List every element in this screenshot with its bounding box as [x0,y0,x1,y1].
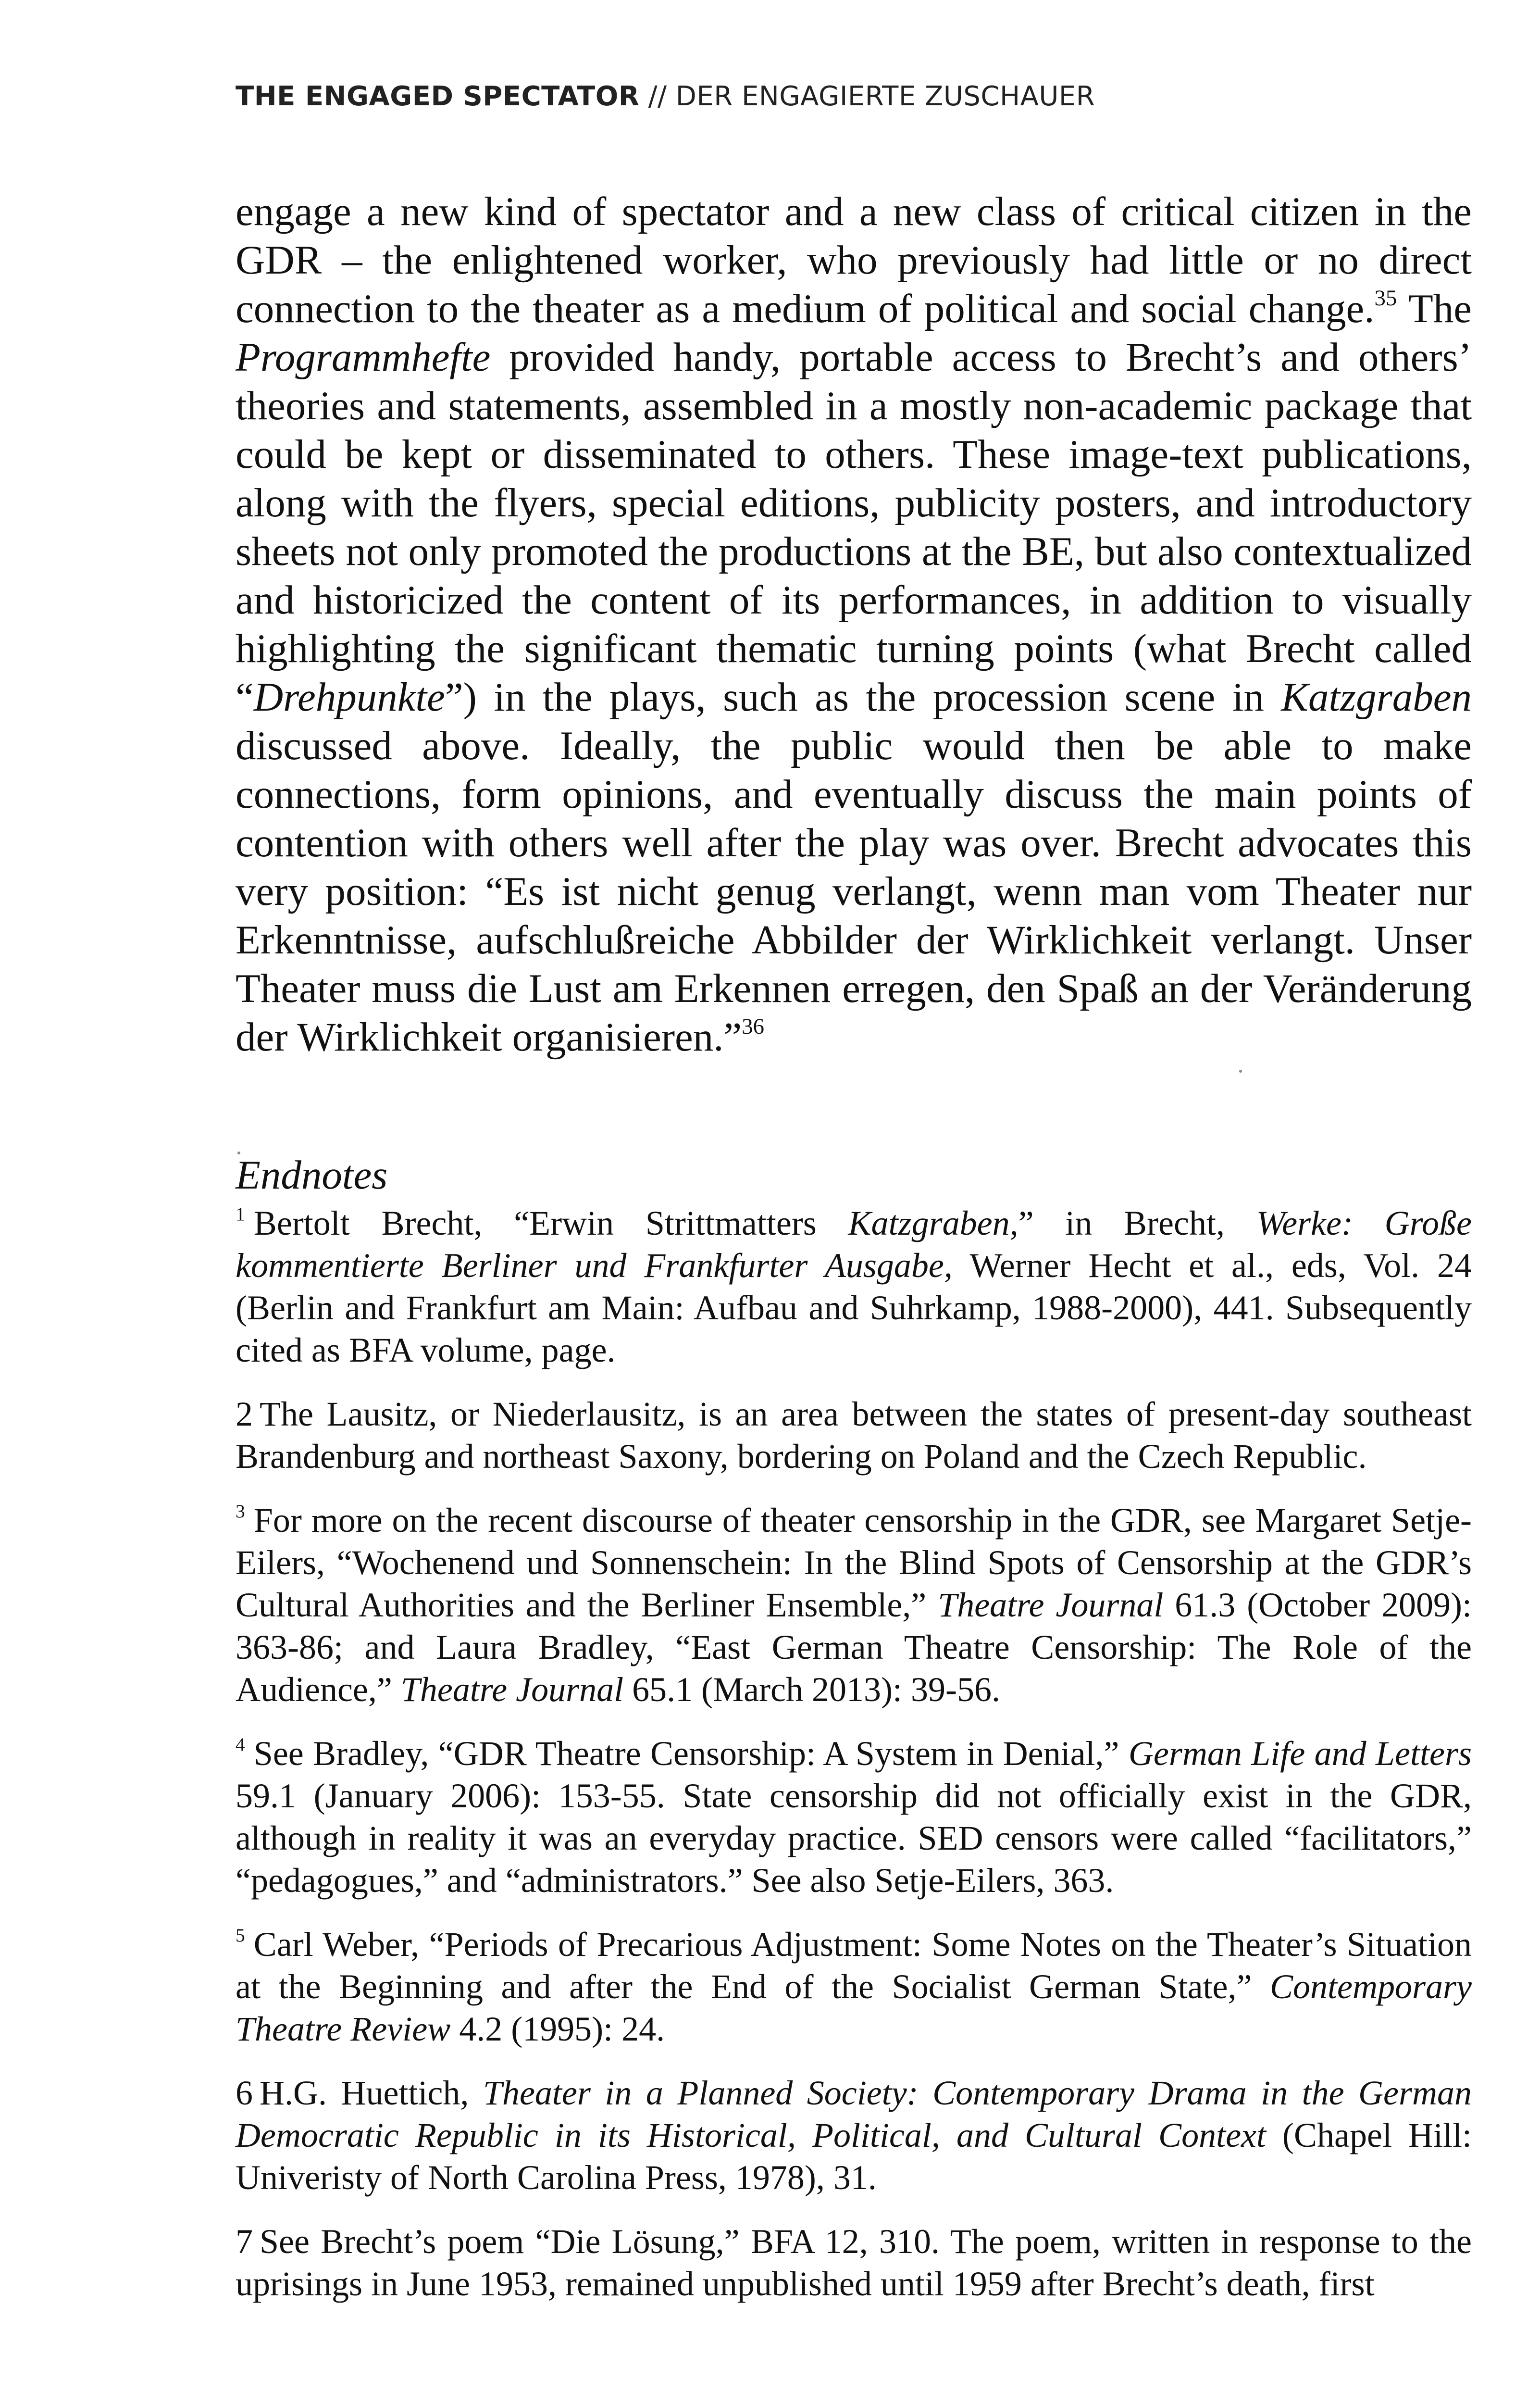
endnote-italic: Theater in a Planned Society: Contemporary Drama in the German Democratic Republic in its Historical, Political, and Cultural Context [236,2074,1472,2154]
running-head-english: THE ENGAGED SPECTATOR [236,81,640,112]
endnote-number: 6 [236,2074,253,2112]
italic-term: Drehpunkte [253,675,445,720]
endnote-text: The Lausitz, or Niederlausitz, is an area between the states of present-day southeast Brandenburg and northeast Saxony, bordering on Poland and the Czech Republic. [236,1395,1472,1476]
endnote-text: ” in Brecht, [1018,1204,1256,1242]
endnote-3 [236,1499,1472,1711]
endnote-italic: Theatre Journal [400,1670,624,1709]
endnote-2 [236,1393,1472,1477]
body-sentence: provided handy, portable access to Brecht’s and others’ theories and statements, assembled in a mostly non-academic package that could be kept or disseminated to others. These image-text publications, along with the flyers, special editions, publicity posters, and introductory sheets not only promoted the productions at the BE, but also contextualized and historicized the content of its performances, in addition to visually highlighting the significant thematic turning points (what Brecht called “ [236,335,1472,720]
endnote-text: 65.1 (March 2013): 39-56. [623,1670,1000,1709]
endnote-text: 61.3 (October 2009): 363-86; and Laura Bradley, “East German Theatre Censorship: The Role of the Audience,” [236,1586,1472,1709]
italic-term: Programmhefte [236,335,491,380]
body-paragraph [236,188,1472,1062]
endnote-text: (Chapel Hill: Univeristy of North Carolina Press, 1978), 31. [236,2116,1472,2197]
running-head-separator: // [639,81,676,112]
endnote-text: See Bradley, “GDR Theatre Censorship: A System in Denial,” [253,1734,1129,1773]
body-sentence: engage a new kind of spectator and a new class of critical citizen in the GDR – the enlightened worker, who previously had little or no direct connection to the theater as a medium of political and social change. [236,189,1472,331]
endnote-number: 2 [236,1395,253,1433]
italic-term: Katzgraben [1281,675,1472,720]
endnote-number: 1 [236,1203,245,1225]
running-head-german: DER ENGAGIERTE ZUSCHAUER [675,81,1095,112]
endnote-text: Bertolt Brecht, “Erwin Strittmatters [253,1204,848,1242]
endnote-number: 3 [236,1501,245,1522]
endnote-italic: Katzgraben, [848,1204,1018,1242]
endnote-text: 4.2 (1995): 24. [450,2010,665,2048]
endnote-italic: German Life and Letters [1128,1734,1472,1773]
body-sentence: The [1397,286,1472,331]
stray-mark [1239,1070,1242,1073]
endnote-text: For more on the recent discourse of theater censorship in the GDR, see Margaret Setje-Eilers, “Wochenend und Sonnenschein: In the Blind Spots of Censorship at the GDR’s Cultural Authorities and the Berliner Ensemble,” [236,1501,1472,1624]
body-text [236,188,1472,1062]
endnote-italic: Theatre Journal [938,1586,1164,1624]
endnote-text: Werner Hecht et al., eds, Vol. 24 (Berlin and Frankfurt am Main: Aufbau and Suhrkamp, 1988-2000), 441. Subsequently cited as BFA volume, page. [236,1246,1472,1369]
endnote-text: 59.1 (January 2006): 153-55. State censorship did not officially exist in the GDR, although in reality it was an everyday practice. SED censors were called “facilitators,” “pedagogues,” and “administrators.” See also Setje-Eilers, 363. [236,1777,1472,1900]
endnote-4 [236,1732,1472,1902]
endnote-text: See Brecht’s poem “Die Lösung,” BFA 12, 310. The poem, written in response to the uprisings in June 1953, remained unpublished until 1959 after Brecht’s death, first [236,2222,1472,2303]
endnote-italic: Contemporary Theatre Review [236,1967,1472,2048]
endnotes-list [236,1202,1472,2327]
endnote-italic: Werke: Große kommentierte Berliner und Frankfurter Ausgabe, [236,1204,1472,1285]
running-head [236,81,1095,112]
body-sentence: discussed above. Ideally, the public would then be able to make connections, form opinions, and eventually discuss the main points of contention with others well after the play was over. Brecht advocates this very position: “Es ist nicht genug verlangt, wenn man vom Theater nur Erkenntnisse, aufschlußreiche Abbilder der Wirklichkeit verlangt. Unser Theater muss die Lust am Erkennen erregen, den Spaß an der Veränderung der Wirklichkeit organisieren.” [236,723,1472,1060]
endnote-number: 4 [236,1734,245,1755]
endnote-number: 5 [236,1925,245,1946]
endnote-7 [236,2220,1472,2305]
endnote-1 [236,1202,1472,1371]
endnote-6 [236,2072,1472,2199]
body-sentence: ”) in the plays, such as the procession scene in [445,675,1281,720]
endnotes-heading: Endnotes [236,1152,388,1198]
footnote-ref-35: 35 [1374,285,1397,311]
endnote-text: H.G. Huettich, [260,2074,483,2112]
endnote-number: 7 [236,2222,253,2261]
endnote-5 [236,1923,1472,2050]
endnote-text: Carl Weber, “Periods of Precarious Adjustment: Some Notes on the Theater’s Situation at the Beginning and after the End of the Socialist German State,” [236,1925,1472,2006]
footnote-ref-36: 36 [742,1014,764,1039]
